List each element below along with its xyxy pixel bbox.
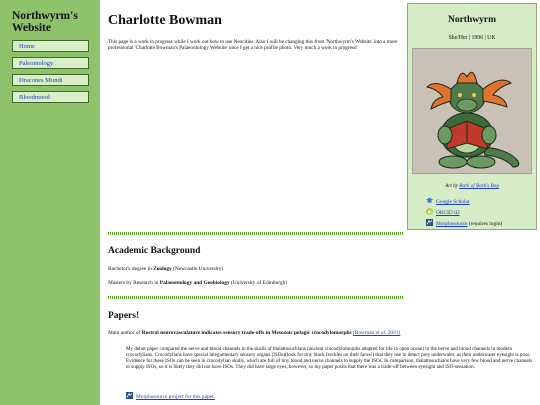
nav-bloodmood[interactable]: Bloodmood bbox=[12, 91, 89, 103]
section-divider bbox=[108, 232, 404, 235]
site-title: Northwyrm's Website bbox=[12, 10, 78, 34]
masters-degree: Masters by Research in Palaeontology and Geobiology (University of Edinburgh) bbox=[108, 280, 288, 286]
morphosource-icon bbox=[426, 219, 433, 226]
papers-heading: Papers! bbox=[108, 311, 140, 321]
main-paper: Main author of Rostral neurovasculature indicates sensory trade-offs in Mesozoic pelagic crocodylomorphs (Bowman et al. 2021) bbox=[108, 330, 401, 336]
paper-description: My debut paper compared the nerve and blood channels in the skulls of thalattosuchians (ancient crocodylomorphs adapted for life in open ocean) to the nerve and blood channels in modern crocodylians. Crocodylians have special integumentary sensory organs (ISOs)(look for tiny black freckles on their faces!) that they use to detect prey underwater, as their underwater eyesight is poor. Evidence for these ISOs can be seen in crocodylian skulls, which are full of tiny blood and nerve channels to supply the ISOs. In comparison, thalattosuchians have very few blood and nerve channels to supply ISOs, so it is likely they did not have ISOs. They did have large eyes, however, so my paper posits that there was a trade-off between eyesight and ISO sensation. bbox=[126, 346, 533, 370]
morphosource-project-link[interactable]: Morphosource project for this paper. bbox=[126, 392, 215, 400]
dragon-reading-illustration bbox=[413, 49, 531, 173]
profile-name: Northwyrm bbox=[447, 15, 496, 25]
art-credit: Art by Bark of Bark's Bog bbox=[445, 183, 499, 189]
morphosource-icon bbox=[126, 392, 133, 399]
graduation-cap-icon bbox=[426, 197, 433, 204]
profile-meta: She/Her | 1996 | UK bbox=[448, 35, 496, 41]
profile-card bbox=[407, 3, 537, 230]
nav-dracones-mundi[interactable]: Dracones Mundi bbox=[12, 74, 89, 86]
profile-link-morphosource[interactable]: Morphosource (requires login) bbox=[426, 219, 502, 227]
section-divider bbox=[108, 296, 404, 299]
intro-text: This page is a work in progress while I work out how to use Neocities. Also I will be changing this from 'Northwyrm's Website' into a more professional 'Charlotte Bowman's Palaeontology Website' once I get a nice profile photo. Very much a work in progress! bbox=[108, 39, 398, 52]
academic-heading: Academic Background bbox=[108, 246, 201, 256]
bachelor-degree: Bachelor's degree in Zoology (Newcastle University) bbox=[108, 266, 224, 272]
paper-citation-link[interactable]: (Bowman et al. 2021) bbox=[352, 330, 401, 336]
orcid-icon bbox=[426, 208, 433, 215]
sidebar bbox=[0, 0, 100, 405]
page-title: Charlotte Bowman bbox=[108, 13, 222, 28]
profile-link-google-scholar[interactable]: Google Scholar bbox=[426, 197, 470, 205]
profile-artwork bbox=[412, 48, 532, 174]
nav-paleontology[interactable]: Paleontology bbox=[12, 57, 89, 69]
art-credit-link[interactable]: Bark of Bark's Bog bbox=[459, 183, 499, 189]
profile-link-orcid[interactable]: ORCID iD bbox=[426, 208, 460, 216]
nav-home[interactable]: Home bbox=[12, 40, 89, 52]
